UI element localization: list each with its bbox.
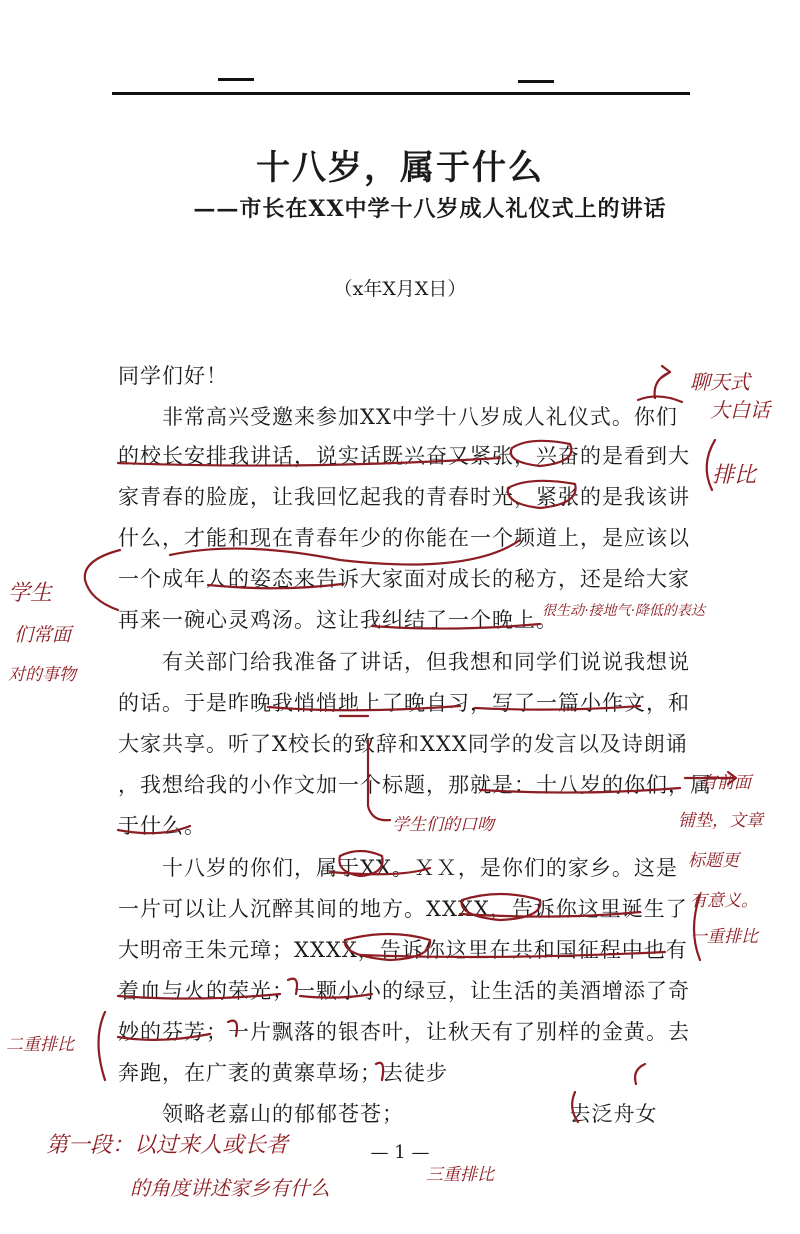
body-line: 于什么。 [118, 814, 206, 838]
underline-mark [460, 912, 640, 917]
document-subtitle: ——市长在XX中学十八岁成人礼仪式上的讲话 [193, 196, 667, 222]
underline-mark [118, 994, 280, 999]
margin-note: 学生们的口吻 [392, 815, 494, 835]
underline-mark [268, 706, 460, 710]
margin-note: 有意义。 [690, 891, 758, 911]
document-date: （x年X月X日） [333, 278, 467, 300]
body-line: 大家共享。听了X校长的致辞和XXX同学的发言以及诗朗诵 [118, 732, 688, 756]
body-line: 什么，才能和现在青春年少的你能在一个频道上，是应该以 [118, 526, 690, 550]
underline-mark [372, 624, 540, 629]
body-line: 大明帝王朱元璋；XXXX，告诉你这里在共和国征程中也有 [118, 938, 688, 962]
margin-note: 排比 [712, 463, 757, 488]
body-line: 领略老嘉山的郁郁苍苍； 去泛舟女 [118, 1102, 658, 1126]
underline-mark [118, 826, 190, 833]
bracket-mark [288, 979, 297, 994]
body-line: 有关部门给我准备了讲话，但我想和同学们说说我想说 [118, 650, 690, 674]
body-line: 十八岁的你们，属于XX。ＸＸ，是你们的家乡。这是 [118, 856, 678, 880]
margin-note: 大白话 [710, 398, 770, 422]
margin-note: 标题更 [688, 851, 739, 871]
margin-note: 学生 [8, 581, 53, 606]
underline-mark [360, 952, 665, 957]
document-title: 十八岁，属于什么 [256, 148, 544, 188]
body-line: 同学们好！ [118, 364, 228, 388]
body-line: 家青春的脸庞，让我回忆起我的青春时光，紧张的是我该讲 [118, 485, 690, 509]
brace-mark [99, 1012, 106, 1080]
arrow-mark [368, 740, 390, 820]
margin-note: 很生动·接地气·降低的表达 [542, 603, 705, 619]
margin-note: 对的事物 [8, 665, 76, 685]
underline-mark [208, 584, 342, 588]
bracket-mark [635, 1064, 645, 1084]
body-line: 奔跑，在广袤的黄寨草场；去徒步 [118, 1061, 448, 1085]
underline-mark [475, 706, 640, 710]
scribble-mark [85, 550, 120, 610]
margin-note: 聊天式 [690, 370, 750, 394]
body-line: 非常高兴受邀来参加XX中学十八岁成人礼仪式。你们 [118, 405, 678, 429]
body-line: 一个成年人的姿态来告诉大家面对成长的秘方，还是给大家 [118, 567, 690, 591]
bracket-mark [376, 1063, 383, 1080]
body-line: 一片可以让人沉醉其间的地方。XXXX，告诉你这里诞生了 [118, 897, 688, 921]
margin-note: 二重排比 [6, 1035, 74, 1055]
bracket-mark [572, 1092, 578, 1122]
scribble-mark [170, 540, 520, 565]
body-line: 的话。于是昨晚我悄悄地上了晚自习，写了一篇小作文，和 [118, 691, 690, 715]
margin-note: 一重排比 [690, 927, 758, 947]
page-number: — 1 — [370, 1142, 430, 1163]
underline-mark [118, 1034, 210, 1040]
underline-mark [300, 994, 372, 998]
circle-mark [638, 396, 682, 402]
margin-note: 的角度讲述家乡有什么 [130, 1176, 330, 1200]
underline-mark [118, 458, 500, 466]
body-line: 再来一碗心灵鸡汤。这让我纠结了一个晚上。 [118, 608, 558, 632]
circle-mark [511, 441, 572, 466]
circle-mark [339, 851, 382, 876]
margin-note: 有前面 [700, 773, 751, 793]
body-line: 妙的芬芳；一片飘落的银杏叶，让秋天有了别样的金黄。去 [118, 1020, 690, 1044]
margin-note: 们常面 [14, 624, 72, 646]
margin-note: 第一段：以过来人或长者 [46, 1133, 289, 1158]
body-line: 着血与火的荣光；一颗小小的绿豆，让生活的美酒增添了奇 [118, 979, 690, 1003]
circle-mark [508, 481, 576, 508]
body-line: ，我想给我的小作文加一个标题，那就是：十八岁的你们，属 [118, 773, 712, 797]
bracket-mark [228, 1021, 237, 1036]
underline-mark [480, 788, 680, 793]
body-line: 的校长安排我讲话，说实话既兴奋又紧张，兴奋的是看到大 [118, 444, 690, 468]
margin-note: 铺垫，文章 [678, 811, 763, 831]
margin-note: 三重排比 [426, 1165, 494, 1185]
arrow-mark [661, 366, 670, 378]
